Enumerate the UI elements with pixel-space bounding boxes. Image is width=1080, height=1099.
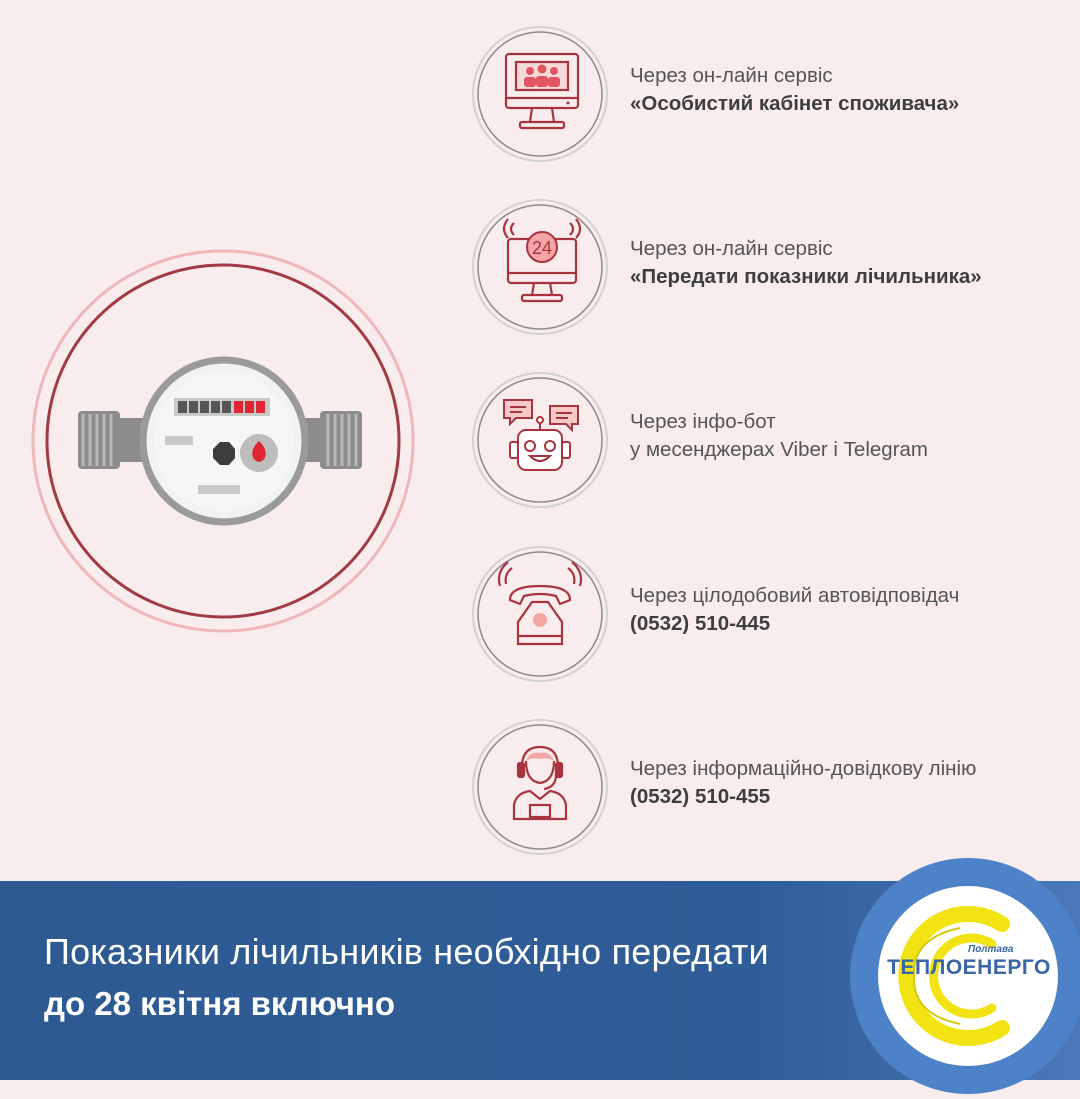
operator-headset-icon [470, 717, 610, 857]
monitor-users-icon [470, 24, 610, 164]
method-line1: Через он-лайн сервіс [630, 64, 833, 87]
monitor-24-icon [470, 197, 610, 337]
logo-name: ТЕПЛОЕНЕРГО [887, 956, 1051, 979]
method-personal-account [470, 24, 1070, 164]
method-info-bot [470, 370, 1070, 510]
logo-city: Полтава [968, 944, 1014, 955]
telephone-icon [470, 544, 610, 684]
method-line1: Через інфо-бот [630, 410, 776, 433]
water-meter-illustration [30, 248, 416, 634]
method-phone: (0532) 510-455 [630, 785, 771, 808]
method-line2: «Передати показники лічильника» [630, 265, 982, 288]
method-line2: у месенджерах Viber і Telegram [630, 438, 928, 461]
method-phone: (0532) 510-445 [630, 612, 771, 635]
method-line1: Через інформаційно-довідкову лінію [630, 757, 977, 780]
deadline-text: Показники лічильників необхідно передати [44, 931, 769, 972]
method-info-line [470, 717, 1070, 857]
deadline-date: до 28 квітня включно [44, 985, 395, 1022]
chat-bot-icon [470, 370, 610, 510]
badge-24: 24 [531, 238, 553, 258]
method-line1: Через он-лайн сервіс [630, 237, 833, 260]
method-line1: Через цілодобовий автовідповідач [630, 584, 960, 607]
method-submit-readings [470, 197, 1070, 337]
water-meter-icon [30, 248, 416, 634]
method-line2: «Особистий кабінет споживача» [630, 92, 960, 115]
method-answering-machine [470, 544, 1070, 684]
